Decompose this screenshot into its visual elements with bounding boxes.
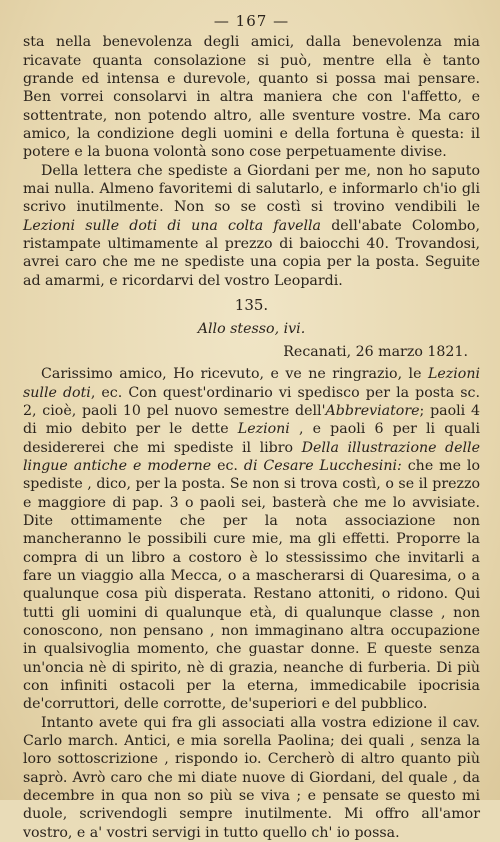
book-title-italic: Della illustrazione delle lingue antiche e moderne xyxy=(23,439,480,474)
text-run: ec. xyxy=(211,457,244,474)
book-title-italic: Lezioni sulle doti xyxy=(23,366,480,401)
paragraph-continuation: sta nella benevolenza degli amici, dalla benevolenza mia ricavate quanta consolazione si può, mentre ella è tanto grande ed intensa e durevole, quanto si possa mai pensare. Ben vorrei consolarvi in altra maniera che con l'affetto, e sottentrate, non potendo altro, alle sventure vostre. Ma caro amico, la condizione degli uomini e della fortuna è questa: il potere e la buona volontà sono cose perpetuamente divise. xyxy=(23,34,480,161)
paragraph-letter-body xyxy=(23,365,480,714)
text-run: dell'abate Colombo, ristampate ultimamente al prezzo di baiocchi 40. Trovandosi, avrei caro che me ne spediste una copia per la posta. Seguite ad amarmi, e ricordarvi del vostro Leopardi. xyxy=(23,217,480,289)
text-run: , e paoli 6 per li quali desidererei che mi spediste il libro xyxy=(23,421,480,456)
book-title-italic: Lezioni xyxy=(237,421,290,438)
paragraph-associates: Intanto avete qui fra gli associati alla vostra edizione il cav. Carlo march. Antici, e mia sorella Paolina; dei quali , senza la loro sottoscrizione , rispondo io. Cercherò di altro quanto più saprò. Avrò caro che mi diate nuove di Giordani, del quale , da decembre in qua non so più se viva ; e pensate se questo mi duole, scrivendogli sempre inutilmente. Mi offro all'amor vostro, e a' vostri servigi in tutto quello ch' io possa. xyxy=(23,714,480,841)
text-run: Carissimo amico, Ho ricevuto, e ve ne ringrazio, le xyxy=(41,366,428,383)
text-run: , ec. Con quest'ordinario vi spedisco per la posta sc. 2, cioè, paoli 10 pel nuovo semestre dell' xyxy=(23,384,480,419)
letter-dateline: Recanati, 26 marzo 1821. xyxy=(283,343,468,360)
book-title-italic: Lezioni sulle doti di una colta favella xyxy=(23,217,322,234)
letter-number: 135. xyxy=(234,296,269,315)
page-number: — 167 — xyxy=(213,12,290,30)
text-run: Della lettera che spediste a Giordani per me, non ho saputo mai nulla. Almeno favoritemi di salutarlo, e informarlo ch'io gli scrivo inutilmente. Non so se costì si trovino vendibili le xyxy=(23,162,480,216)
paragraph-giordani xyxy=(23,162,480,290)
text-run: ; paoli 4 di mio debito per le dette xyxy=(23,402,481,438)
text-run: che me lo spediste , dico, per la posta. Se non si trova costì, o se il prezzo e maggiore di pap. 3 o paoli sei, basterà che me lo avvisiate. Dite ottimamente che per la nota associazione non mancheranno le possibili cure mie, ma gli effetti. Proporre la compra di un libro a costoro è lo stessissimo che invitarli a fare un viaggio alla Mecca, o a mascherarsi di Quaresima, o a qualunque cosa più disperata. Restano attoniti, o ridono. Qui tutti gli uomini di qualunque età, di qualunque classe , non conoscono, non pensano , non immaginano altra occupazione in qualsivoglia momento, che guastar donne. E queste senza un'oncia nè di spirito, nè di grazia, neanche di furberia. Di più con infiniti ostacoli per la eterna, immedicabile ipocrisia de'corruttori, delle corrotte, de'superiori e del pubblico. xyxy=(23,457,481,713)
author-italic: di Cesare Lucchesini: xyxy=(243,457,402,474)
book-title-italic: Abbreviatore xyxy=(325,402,420,419)
letter-salutation: Allo stesso, ivi. xyxy=(197,320,306,337)
